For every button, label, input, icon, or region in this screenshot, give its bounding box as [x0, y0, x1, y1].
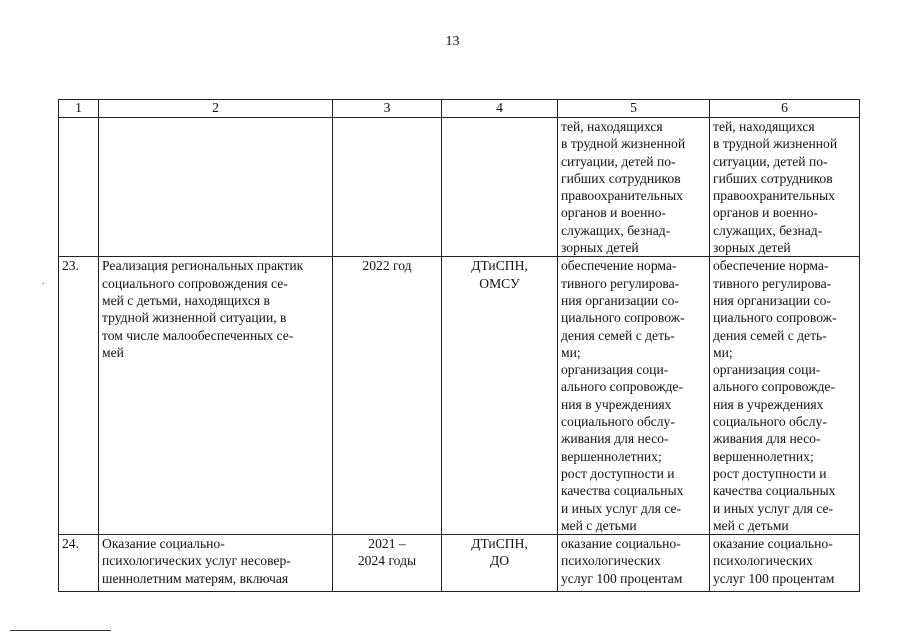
header-cell-5: 5: [558, 100, 710, 118]
text-line: и иных услуг для се-: [561, 500, 682, 516]
text-line: в трудной жизненной: [561, 136, 686, 152]
row24-number: 24.: [59, 535, 99, 592]
header-cell-4: 4: [442, 100, 558, 118]
header-cell-2: 2: [99, 100, 333, 118]
header-cell-1: 1: [59, 100, 99, 118]
text-line: мей с детьми: [713, 517, 789, 533]
text-line: организация соци-: [561, 362, 669, 378]
text-line: дения семей с деть-: [561, 327, 675, 343]
margin-mark: .: [42, 276, 45, 287]
text-line: социального обслу-: [561, 414, 675, 430]
row23-number: 23.: [59, 257, 99, 535]
text-line: оказание социально-: [561, 536, 681, 552]
text-line: психологических услуг несовер-: [102, 553, 291, 569]
text-line: живания для несо-: [561, 431, 669, 447]
text-line: ния организации со-: [561, 292, 679, 308]
text-line: правоохранительных: [561, 188, 684, 204]
cont-term-cell: [333, 118, 442, 257]
text-line: услуг 100 процентам: [561, 570, 683, 586]
cont-result-cell-6: [710, 118, 860, 257]
text-line: ситуации, детей по-: [561, 153, 676, 169]
text-line: Реализация региональных практик: [102, 258, 304, 274]
table-row-24: [59, 535, 860, 592]
header-cell-6: 6: [710, 100, 860, 118]
row24-result-5: [558, 535, 710, 592]
text-line: трудной жизненной ситуации, в: [102, 310, 287, 326]
text-line: гибших сотрудников: [713, 170, 833, 186]
text-line: ния организации со-: [713, 292, 831, 308]
text-line: ми;: [561, 344, 581, 360]
text-line: органов и военно-: [561, 205, 666, 221]
text-line: ми;: [713, 344, 733, 360]
row24-term: [333, 535, 442, 592]
text-line: услуг 100 процентам: [713, 570, 835, 586]
text-line: ального сопровожде-: [713, 379, 835, 395]
text-line: том числе малообеспеченных се-: [102, 327, 294, 343]
footnote-rule: [10, 630, 111, 631]
text-line: и иных услуг для се-: [713, 500, 834, 516]
text-line: ситуации, детей по-: [713, 153, 828, 169]
text-line: служащих, безнад-: [713, 222, 823, 238]
text-line: рост доступности и: [561, 465, 675, 481]
text-line: мей с детьми, находящихся в: [102, 292, 270, 308]
text-line: живания для несо-: [713, 431, 821, 447]
text-line: мей: [102, 344, 124, 360]
row23-result-5: [558, 257, 710, 535]
table-header-row: [59, 100, 860, 118]
text-line: ДТиСПН,: [471, 258, 528, 274]
text-line: шеннолетним матерям, включая: [102, 570, 289, 586]
text-line: дения семей с деть-: [713, 327, 827, 343]
text-line: вершеннолетних;: [561, 448, 662, 464]
row23-executor: [442, 257, 558, 535]
cont-result-cell-5: [558, 118, 710, 257]
text-line: циального сопровож-: [561, 310, 685, 326]
text-line: ния в учреждениях: [713, 396, 824, 412]
table-row-continuation: [59, 118, 860, 257]
text-line: качества социальных: [561, 483, 684, 499]
text-line: ДО: [489, 553, 510, 569]
text-line: психологических: [561, 553, 661, 569]
cont-name-cell: [99, 118, 333, 257]
text-line: тивного регулирова-: [713, 275, 832, 291]
cont-number-cell: [59, 118, 99, 257]
text-line: тей, находящихся: [713, 119, 815, 134]
table-row-23: [59, 257, 860, 535]
cont-executor-cell: [442, 118, 558, 257]
text-line: ния в учреждениях: [561, 396, 672, 412]
row23-name: [99, 257, 333, 535]
text-line: социального обслу-: [713, 414, 827, 430]
text-line: мей с детьми: [561, 517, 637, 533]
text-line: зорных детей: [561, 240, 639, 256]
text-line: социального сопровождения се-: [102, 275, 288, 291]
text-line: оказание социально-: [713, 536, 833, 552]
text-line: вершеннолетних;: [713, 448, 814, 464]
text-line: органов и военно-: [713, 205, 818, 221]
text-line: в трудной жизненной: [713, 136, 838, 152]
row24-result-6: [710, 535, 860, 592]
text-line: 2021 –: [368, 536, 406, 552]
row23-result-6: [710, 257, 860, 535]
text-line: ДТиСПН,: [471, 536, 528, 552]
row23-term: [333, 257, 442, 535]
text-line: ального сопровожде-: [561, 379, 683, 395]
text-line: качества социальных: [713, 483, 836, 499]
text-line: 2024 годы: [357, 553, 417, 569]
measures-table: [58, 99, 860, 592]
text-line: зорных детей: [713, 240, 791, 256]
text-line: обеспечение норма-: [561, 258, 677, 274]
page-number: 13: [445, 34, 460, 49]
text-line: организация соци-: [713, 362, 821, 378]
text-line: ОМСУ: [479, 275, 520, 291]
text-line: служащих, безнад-: [561, 222, 671, 238]
text-line: гибших сотрудников: [561, 170, 681, 186]
text-line: Оказание социально-: [102, 536, 225, 552]
text-line: тивного регулирова-: [561, 275, 680, 291]
text-line: правоохранительных: [713, 188, 836, 204]
row24-executor: [442, 535, 558, 592]
text-line: психологических: [713, 553, 813, 569]
row24-name: [99, 535, 333, 592]
text-line: тей, находящихся: [561, 119, 663, 134]
text-line: 2022 год: [362, 258, 412, 274]
text-line: циального сопровож-: [713, 310, 837, 326]
text-line: рост доступности и: [713, 465, 827, 481]
text-line: обеспечение норма-: [713, 258, 829, 274]
header-cell-3: 3: [333, 100, 442, 118]
